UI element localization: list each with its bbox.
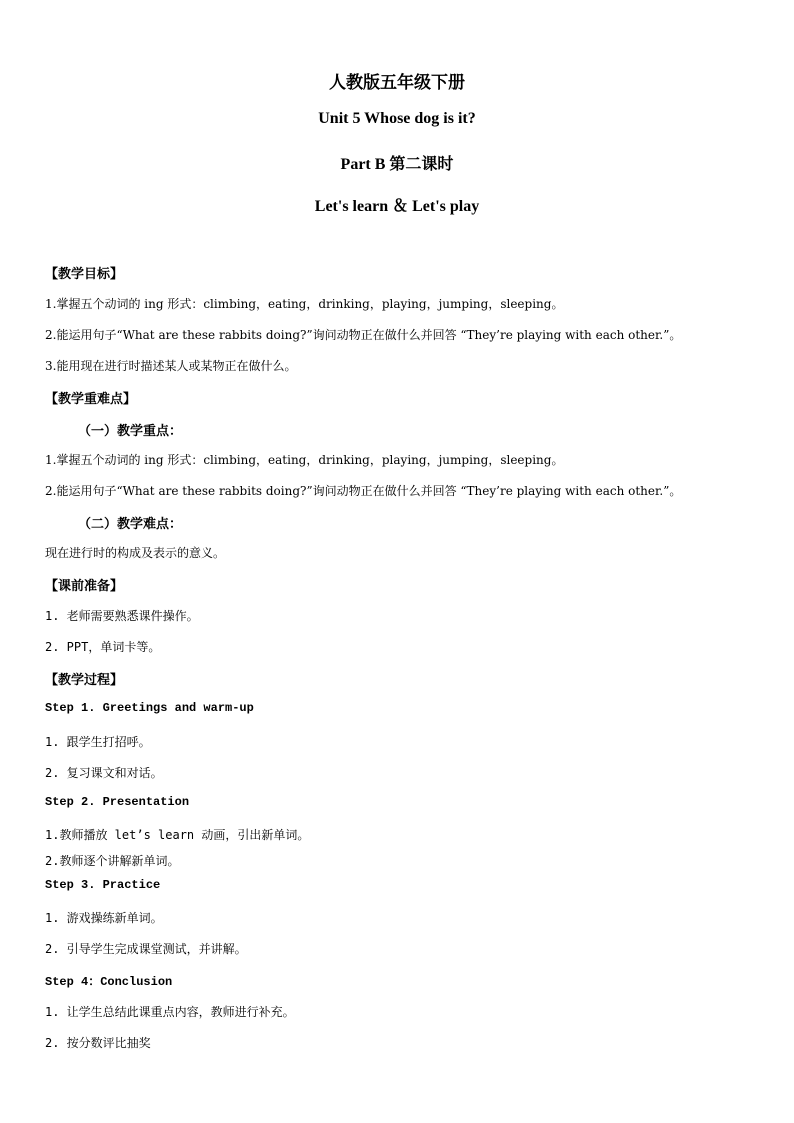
- step-title: Step 4：Conclusion: [45, 975, 173, 989]
- objective-item: 2.能运用句子“What are these rabbits doing?”询问动物正在做什么并回答 “They’re playing with each other.”。: [45, 328, 682, 342]
- difficulty-text: 现在进行时的构成及表示的意义。: [45, 546, 226, 560]
- preparation-item: 1. 老师需要熟悉课件操作。: [45, 609, 199, 623]
- step-item: 2.教师逐个讲解新单词。: [45, 854, 180, 868]
- difficulty-heading: （二）教学难点：: [78, 517, 183, 532]
- objectives-heading: 【教学目标】: [45, 267, 124, 282]
- preparation-item: 2. PPT，单词卡等。: [45, 640, 161, 654]
- objective-item: 3.能用现在进行时描述某人或某物正在做什么。: [45, 359, 297, 373]
- focus-heading: （一）教学重点：: [78, 424, 183, 439]
- document-title: 人教版五年级下册: [329, 73, 465, 92]
- key-points-heading: 【教学重难点】: [45, 392, 137, 407]
- step-item: 1. 跟学生打招呼。: [45, 735, 151, 749]
- focus-item: 2.能运用句子“What are these rabbits doing?”询问动物正在做什么并回答 “They’re playing with each other.”。: [45, 484, 682, 498]
- step-title: Step 3. Practice: [45, 878, 161, 892]
- part-title: Part B 第二课时: [340, 156, 454, 173]
- step-title: Step 1. Greetings and warm-up: [45, 701, 254, 715]
- focus-item: 1.掌握五个动词的 ing 形式：climbing，eating，drinking，playing，jumping，sleeping。: [45, 453, 564, 467]
- step-item: 1.教师播放 let’s learn 动画，引出新单词。: [45, 828, 310, 842]
- preparation-heading: 【课前准备】: [45, 579, 124, 594]
- step-item: 2. 复习课文和对话。: [45, 766, 163, 780]
- step-item: 2. 引导学生完成课堂测试，并讲解。: [45, 942, 247, 956]
- step-title: Step 2. Presentation: [45, 795, 190, 809]
- objective-item: 1.掌握五个动词的 ing 形式：climbing，eating，drinking，playing，jumping，sleeping。: [45, 297, 564, 311]
- process-heading: 【教学过程】: [45, 673, 124, 688]
- lesson-title: Let's learn ＆ Let's play: [314, 198, 480, 215]
- step-item: 1. 游戏操练新单词。: [45, 911, 163, 925]
- step-item: 2. 按分数评比抽奖: [45, 1036, 151, 1050]
- unit-title: Unit 5 Whose dog is it?: [318, 110, 476, 127]
- step-item: 1. 让学生总结此课重点内容，教师进行补充。: [45, 1005, 295, 1019]
